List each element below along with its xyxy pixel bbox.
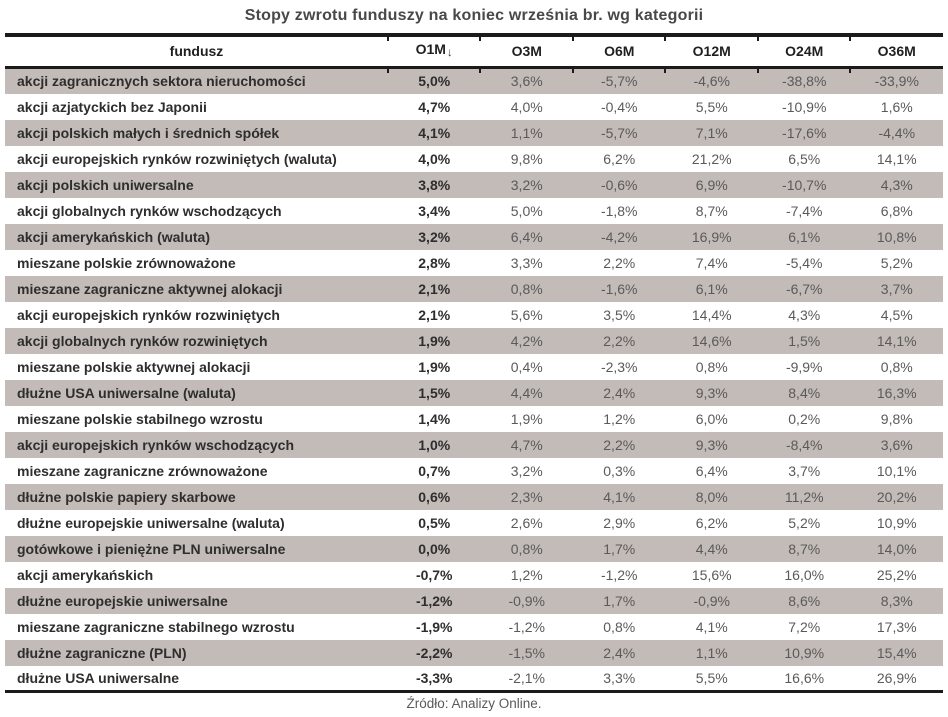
table-row [5,510,943,536]
return-value-o1m: -1,9% [415,618,453,635]
return-value-o3m: 5,6% [510,306,543,323]
table-row [5,614,943,640]
return-value-o3m: 5,0% [510,202,543,219]
return-value-o3m: 3,3% [510,254,543,271]
return-value-o24m: 16,0% [784,566,825,583]
table-header-row [5,35,943,68]
return-value-o36m: 4,3% [880,176,913,193]
return-value-o36m: 10,8% [876,228,917,245]
return-value-o12m: 7,1% [695,124,728,141]
fund-category-name: dłużne USA uniwersalne [17,669,180,686]
return-value-o24m: -7,4% [785,202,823,219]
fund-category-name: akcji europejskich rynków wschodzących [17,436,294,453]
table-row [5,484,943,510]
return-value-o24m: -10,7% [782,176,827,193]
fund-category-name: mieszane polskie aktywnej alokacji [17,358,251,375]
column-header-fundusz [5,35,388,68]
table-body [5,68,943,692]
return-value-o12m: 15,6% [691,566,732,583]
return-value-o1m: 0,7% [418,462,451,479]
fund-category-name: mieszane polskie stabilnego wzrostu [17,410,263,427]
return-value-o3m: -0,9% [508,592,546,609]
return-value-o3m: 4,7% [510,436,543,453]
return-value-o12m: -0,9% [693,592,731,609]
return-value-o3m: 9,8% [510,150,543,167]
return-value-o3m: 1,9% [510,410,543,427]
fund-category-name: akcji globalnych rynków rozwiniętych [17,332,268,349]
fund-category-name: akcji polskich małych i średnich spółek [17,124,280,141]
table-row [5,354,943,380]
return-value-o6m: -4,2% [600,228,638,245]
return-value-o1m: -3,3% [415,669,453,686]
fund-category-name: dłużne europejskie uniwersalne [17,592,228,609]
return-value-o6m: -0,4% [600,98,638,115]
return-value-o3m: 0,8% [510,540,543,557]
return-value-o36m: -33,9% [874,73,919,90]
return-value-o3m: 4,2% [510,332,543,349]
return-value-o6m: 4,1% [603,488,636,505]
return-value-o24m: 3,7% [788,462,821,479]
return-value-o24m: -9,9% [785,358,823,375]
return-value-o24m: -38,8% [782,73,827,90]
fund-category-name: mieszane polskie zrównoważone [17,254,236,271]
source-caption: Źródło: Analizy Online. [406,696,542,711]
table-row [5,666,943,692]
return-value-o6m: 3,5% [603,306,636,323]
return-value-o1m: -2,2% [415,644,453,661]
return-value-o6m: -2,3% [600,358,638,375]
return-value-o6m: 0,8% [603,618,636,635]
return-value-o1m: 3,2% [418,228,451,245]
fund-category-name: akcji zagranicznych sektora nieruchomości [17,73,306,90]
return-value-o36m: 17,3% [876,618,917,635]
fund-category-name: mieszane zagraniczne zrównoważone [17,462,268,479]
fund-category-name: gotówkowe i pieniężne PLN uniwersalne [17,540,286,557]
return-value-o24m: 6,5% [788,150,821,167]
return-value-o12m: 14,6% [691,332,732,349]
table-row [5,68,943,94]
return-value-o6m: 2,2% [603,254,636,271]
return-value-o24m: 7,2% [788,618,821,635]
return-value-o12m: 6,9% [695,176,728,193]
return-value-o12m: 4,1% [695,618,728,635]
return-value-o24m: 5,2% [788,514,821,531]
return-value-o6m: 3,3% [603,669,636,686]
return-value-o36m: 3,7% [880,280,913,297]
column-header-o1m [388,35,481,68]
return-value-o12m: 8,0% [695,488,728,505]
table-row [5,406,943,432]
return-value-o36m: 16,3% [876,384,917,401]
return-value-o1m: 1,0% [418,436,451,453]
return-value-o1m: 2,1% [418,306,451,323]
return-value-o3m: 0,8% [510,280,543,297]
return-value-o36m: 14,0% [876,540,917,557]
return-value-o12m: 9,3% [695,384,728,401]
return-value-o12m: 1,1% [695,644,728,661]
column-header-label: O6M [604,42,635,59]
return-value-o36m: 0,8% [880,358,913,375]
return-value-o6m: 1,2% [603,410,636,427]
return-value-o24m: 10,9% [784,644,825,661]
return-value-o36m: 10,9% [876,514,917,531]
fund-category-name: akcji amerykańskich [17,566,154,583]
return-value-o1m: 3,8% [418,176,451,193]
return-value-o36m: 4,5% [880,306,913,323]
return-value-o1m: 0,0% [418,540,451,557]
return-value-o12m: 6,1% [695,280,728,297]
return-value-o6m: 1,7% [603,540,636,557]
column-header-o12m [665,35,758,68]
return-value-o1m: 3,4% [418,202,451,219]
return-value-o6m: -1,2% [600,566,638,583]
return-value-o3m: -2,1% [508,669,546,686]
return-value-o12m: 6,4% [695,462,728,479]
return-value-o12m: 14,4% [691,306,732,323]
column-header-label: O36M [877,42,916,59]
return-value-o24m: 0,2% [788,410,821,427]
return-value-o24m: 4,3% [788,306,821,323]
table-row [5,302,943,328]
return-value-o12m: 6,2% [695,514,728,531]
table-header [5,35,943,68]
return-value-o24m: 8,4% [788,384,821,401]
return-value-o6m: 0,3% [603,462,636,479]
fund-returns-table [5,33,943,693]
return-value-o6m: 1,7% [603,592,636,609]
fund-category-name: mieszane zagraniczne stabilnego wzrostu [17,618,295,635]
fund-category-name: mieszane zagraniczne aktywnej alokacji [17,280,283,297]
return-value-o3m: 1,2% [510,566,543,583]
return-value-o24m: 8,6% [788,592,821,609]
fund-category-name: akcji amerykańskich (waluta) [17,228,210,245]
return-value-o12m: 21,2% [691,150,732,167]
column-header-label: O24M [785,42,824,59]
return-value-o12m: 6,0% [695,410,728,427]
return-value-o36m: 9,8% [880,410,913,427]
table-row [5,120,943,146]
table-row [5,198,943,224]
return-value-o36m: 5,2% [880,254,913,271]
return-value-o3m: 1,1% [510,124,543,141]
return-value-o24m: -5,4% [785,254,823,271]
fund-category-name: akcji azjatyckich bez Japonii [17,98,207,115]
table-row [5,562,943,588]
return-value-o24m: 11,2% [784,488,824,505]
return-value-o6m: -1,6% [600,280,638,297]
return-value-o1m: 5,0% [418,73,451,90]
column-header-label: O12M [692,42,731,59]
return-value-o6m: -5,7% [600,73,638,90]
table-row [5,224,943,250]
return-value-o1m: 4,0% [418,150,451,167]
return-value-o12m: 9,3% [695,436,728,453]
return-value-o24m: -10,9% [782,98,827,115]
return-value-o12m: 4,4% [695,540,728,557]
sort-descending-icon: ↓ [446,45,453,59]
return-value-o6m: -5,7% [600,124,638,141]
return-value-o36m: -4,4% [878,124,916,141]
return-value-o3m: 6,4% [510,228,543,245]
return-value-o6m: -1,8% [600,202,638,219]
column-header-label: O3M [511,42,542,59]
fund-category-name: dłużne USA uniwersalne (waluta) [17,384,236,401]
column-header-o24m [758,35,851,68]
return-value-o12m: 7,4% [695,254,728,271]
table-row [5,276,943,302]
return-value-o36m: 8,3% [880,592,913,609]
return-value-o12m: 5,5% [695,669,728,686]
table-row [5,328,943,354]
return-value-o36m: 25,2% [876,566,917,583]
return-value-o24m: -8,4% [785,436,823,453]
column-header-o3m [480,35,573,68]
return-value-o6m: 2,2% [603,332,636,349]
return-value-o1m: -0,7% [415,566,453,583]
return-value-o36m: 10,1% [876,462,917,479]
column-header-label: fundusz [169,42,224,59]
return-value-o36m: 20,2% [876,488,917,505]
return-value-o1m: 2,8% [418,254,451,271]
return-value-o36m: 26,9% [876,669,917,686]
return-value-o12m: 16,9% [691,228,732,245]
return-value-o36m: 1,6% [880,98,913,115]
return-value-o1m: 0,5% [418,514,451,531]
return-value-o3m: 2,3% [510,488,543,505]
return-value-o3m: 0,4% [510,358,543,375]
table-row [5,94,943,120]
return-value-o3m: 3,2% [510,462,543,479]
return-value-o3m: -1,2% [508,618,546,635]
return-value-o12m: 5,5% [695,98,728,115]
fund-category-name: dłużne polskie papiery skarbowe [17,488,236,505]
return-value-o6m: 2,9% [603,514,636,531]
column-header-o36m [850,35,943,68]
page-title: Stopy zwrotu funduszy na koniec września br. wg kategorii [244,7,704,24]
return-value-o36m: 3,6% [880,436,913,453]
return-value-o1m: 1,9% [418,358,451,375]
return-value-o6m: -0,6% [600,176,638,193]
return-value-o3m: 4,0% [510,98,543,115]
column-header-label: O1M [415,41,446,57]
column-header-o6m [573,35,666,68]
return-value-o12m: 0,8% [695,358,728,375]
return-value-o36m: 15,4% [876,644,917,661]
return-value-o3m: 4,4% [510,384,543,401]
table-row [5,588,943,614]
return-value-o24m: -6,7% [785,280,823,297]
table-row [5,432,943,458]
return-value-o1m: 1,4% [418,410,451,427]
table-row [5,172,943,198]
return-value-o3m: 2,6% [510,514,543,531]
return-value-o24m: 1,5% [788,332,821,349]
return-value-o12m: -4,6% [693,73,731,90]
return-value-o36m: 14,1% [876,150,917,167]
return-value-o36m: 6,8% [880,202,913,219]
return-value-o24m: 16,6% [784,669,825,686]
return-value-o36m: 14,1% [876,332,917,349]
return-value-o1m: 4,1% [418,124,451,141]
fund-category-name: akcji europejskich rynków rozwiniętych (waluta) [17,150,337,167]
return-value-o1m: 4,7% [418,98,451,115]
return-value-o1m: 2,1% [418,280,451,297]
return-value-o3m: 3,2% [510,176,543,193]
return-value-o3m: -1,5% [508,644,546,661]
return-value-o24m: -17,6% [782,124,827,141]
fund-category-name: dłużne zagraniczne (PLN) [17,644,187,661]
table-row [5,380,943,406]
fund-category-name: dłużne europejskie uniwersalne (waluta) [17,514,285,531]
table-row [5,458,943,484]
table-row [5,146,943,172]
return-value-o1m: 1,5% [418,384,451,401]
return-value-o24m: 8,7% [788,540,821,557]
fund-category-name: akcji polskich uniwersalne [17,176,194,193]
return-value-o24m: 6,1% [788,228,821,245]
return-value-o6m: 2,4% [603,644,636,661]
table-row [5,250,943,276]
fund-category-name: akcji globalnych rynków wschodzących [17,202,282,219]
return-value-o6m: 2,4% [603,384,636,401]
table-row [5,536,943,562]
return-value-o1m: -1,2% [415,592,453,609]
return-value-o1m: 1,9% [418,332,451,349]
fund-category-name: akcji europejskich rynków rozwiniętych [17,306,280,323]
return-value-o3m: 3,6% [510,73,543,90]
return-value-o1m: 0,6% [418,488,451,505]
return-value-o12m: 8,7% [695,202,728,219]
table-row [5,640,943,666]
return-value-o6m: 6,2% [603,150,636,167]
return-value-o6m: 2,2% [603,436,636,453]
